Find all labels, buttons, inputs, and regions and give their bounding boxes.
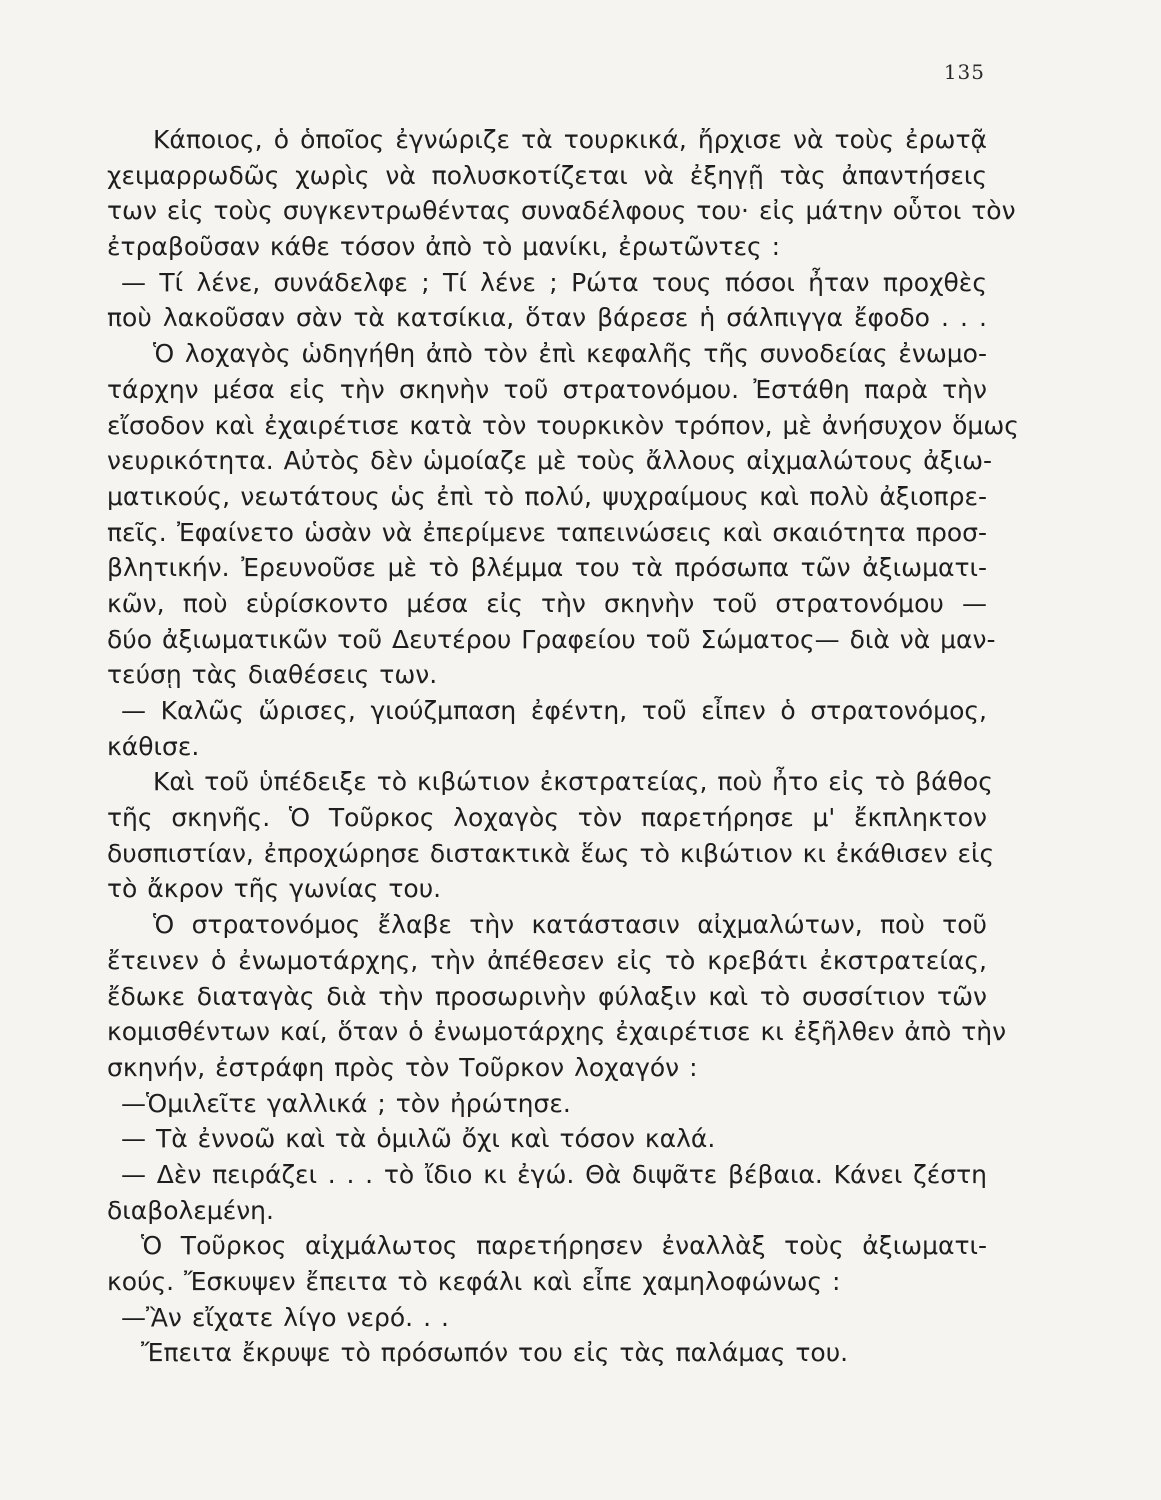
- text-line: βλητικήν. Ἐρευνοῦσε μὲ τὸ βλέμμα του τὰ πρόσωπα τῶν ἀξιωματι-: [107, 553, 987, 583]
- text-line: — Δὲν πειράζει . . . τὸ ἴδιο κι ἐγώ. Θὰ διψᾶτε βέβαια. Κάνει ζέστη: [121, 1159, 987, 1189]
- text-line: — Καλῶς ὥρισες, γιούζμπαση ἐφέντη, τοῦ εἶπεν ὁ στρατονόμος,: [121, 696, 987, 725]
- text-line: Καὶ τοῦ ὑπέδειξε τὸ κιβώτιον ἐκστρατείας, ποὺ ἦτο εἰς τὸ βάθος: [153, 767, 993, 797]
- text-line: Ὁ στρατονόμος ἔλαβε τὴν κατάστασιν αἰχμαλώτων, ποὺ τοῦ: [153, 910, 987, 940]
- text-line: κάθισε.: [107, 731, 200, 761]
- text-line: κούς. Ἔσκυψεν ἔπειτα τὸ κεφάλι καὶ εἶπε χαμηλοφώνως :: [107, 1267, 841, 1296]
- text-line: κομισθέντων καί, ὅταν ὁ ἐνωμοτάρχης ἐχαιρέτισε κι ἐξῆλθεν ἀπὸ τὴν: [107, 1017, 1007, 1047]
- text-line: — Τὰ ἐννοῶ καὶ τὰ ὁμιλῶ ὄχι καὶ τόσον καλά.: [121, 1124, 716, 1154]
- text-line: χειμαρρωδῶς χωρὶς νὰ πολυσκοτίζεται νὰ ἐξηγῇ τὰς ἀπαντήσεις: [107, 160, 987, 190]
- text-line: δυσπιστίαν, ἐπροχώρησε διστακτικὰ ἕως τὸ κιβώτιον κι ἐκάθισεν εἰς: [107, 838, 995, 868]
- text-line: Ὁ Τοῦρκος αἰχμάλωτος παρετήρησεν ἐναλλὰξ τοὺς ἀξιωματι-: [141, 1231, 987, 1261]
- text-line: πεῖς. Ἐφαίνετο ὡσὰν νὰ ἐπερίμενε ταπεινώσεις καὶ σκαιότητα προσ-: [107, 517, 987, 547]
- text-line: ἔτεινεν ὁ ἐνωμοτάρχης, τὴν ἀπέθεσεν εἰς τὸ κρεβάτι ἐκστρατείας,: [107, 945, 987, 975]
- text-line: —Ὁμιλεῖτε γαλλικά ; τὸν ἠρώτησε.: [121, 1088, 571, 1118]
- text-line: διαβολεμένη.: [107, 1195, 274, 1225]
- text-line: — Τί λένε, συνάδελφε ; Τί λένε ; Ρώτα τους πόσοι ἦταν προχθὲς: [121, 267, 987, 297]
- page-number: 135: [943, 60, 985, 84]
- text-line: Ὁ λοχαγὸς ὡδηγήθη ἀπὸ τὸν ἐπὶ κεφαλῆς τῆς συνοδείας ἐνωμο-: [153, 339, 987, 369]
- text-line: νευρικότητα. Αὐτὸς δὲν ὡμοίαζε μὲ τοὺς ἄλλους αἰχμαλώτους ἀξιω-: [107, 446, 993, 476]
- text-line: των εἰς τοὺς συγκεντρωθέντας συναδέλφους του· εἰς μάτην οὗτοι τὸν: [107, 196, 1016, 226]
- text-line: τεύσῃ τὰς διαθέσεις των.: [107, 660, 438, 690]
- text-line: τάρχην μέσα εἰς τὴν σκηνὴν τοῦ στρατονόμου. Ἐστάθη παρὰ τὴν: [107, 374, 987, 404]
- text-line: ποὺ λακοῦσαν σὰν τὰ κατσίκια, ὅταν βάρεσε ἡ σάλπιγγα ἔφοδο . . .: [107, 303, 987, 333]
- body-text: [107, 122, 1019, 1371]
- text-line: —Ἂν εἴχατε λίγο νερό. . .: [121, 1302, 449, 1332]
- text-line: σκηνήν, ἐστράφη πρὸς τὸν Τοῦρκον λοχαγόν :: [107, 1052, 698, 1082]
- text-line: ματικούς, νεωτάτους ὡς ἐπὶ τὸ πολύ, ψυχραίμους καὶ πολὺ ἀξιοπρε-: [107, 481, 987, 511]
- text-line: ἔδωκε διαταγὰς διὰ τὴν προσωρινὴν φύλαξιν καὶ τὸ συσσίτιον τῶν: [107, 981, 987, 1011]
- text-line: ἐτραβοῦσαν κάθε τόσον ἀπὸ τὸ μανίκι, ἐρωτῶντες :: [107, 232, 781, 262]
- text-line: τῆς σκηνῆς. Ὁ Τοῦρκος λοχαγὸς τὸν παρετήρησε μ' ἔκπληκτον: [107, 803, 987, 833]
- text-line: Ἔπειτα ἔκρυψε τὸ πρόσωπόν του εἰς τὰς παλάμας του.: [141, 1338, 849, 1368]
- text-line: δύο ἀξιωματικῶν τοῦ Δευτέρου Γραφείου τοῦ Σώματος— διὰ νὰ μαν-: [107, 624, 996, 654]
- text-line: Κάποιος, ὁ ὁποῖος ἐγνώριζε τὰ τουρκικά, ἤρχισε νὰ τοὺς ἐρωτᾷ: [153, 125, 987, 154]
- text-line: κῶν, ποὺ εὑρίσκοντο μέσα εἰς τὴν σκηνὴν τοῦ στρατονόμου —: [107, 588, 987, 618]
- text-line: εἴσοδον καὶ ἐχαιρέτισε κατὰ τὸν τουρκικὸν τρόπον, μὲ ἀνήσυχον ὅμως: [107, 410, 1019, 440]
- text-line: τὸ ἄκρον τῆς γωνίας του.: [107, 874, 442, 904]
